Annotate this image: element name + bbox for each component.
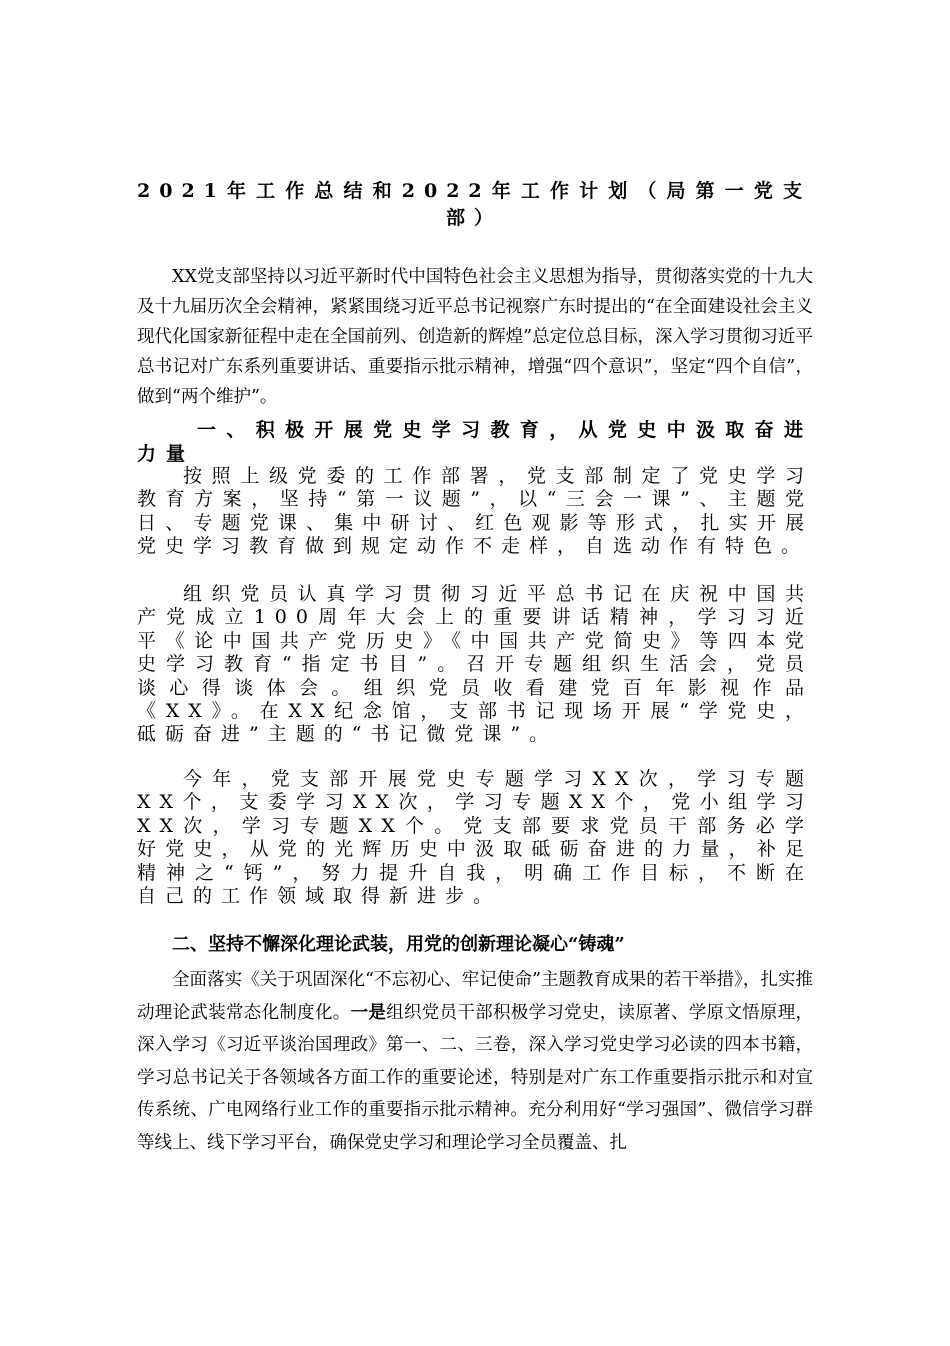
section-1-paragraph-3: 今年，党支部开展党史专题学习XX次，学习专题XX个，支委学习XX次，学习专题XX个，党小组学习XX次，学习专题XX个。党支部要求党员干部务必学好党史，从党的光辉历史中汲取砥砺奋进的力量，补足精神之“钙”，努力提升自我，明确工作目标，不断在自己的工作领域取得新进步。 bbox=[137, 768, 813, 908]
section-2-point-marker: 一是 bbox=[350, 1002, 387, 1023]
section-1-paragraph-1: 按照上级党委的工作部署，党支部制定了党史学习教育方案，坚持“第一议题”，以“三会一课”、主题党日、专题党课、集中研讨、红色观影等形式，扎实开展党史学习教育做到规定动作不走样，自选动作有特色。 bbox=[137, 465, 813, 558]
section-2-paragraph bbox=[137, 964, 813, 1159]
section-1-paragraph-2: 组织党员认真学习贯彻习近平总书记在庆祝中国共产党成立100周年大会上的重要讲话精神，学习习近平《论中国共产党历史》《中国共产党简史》等四本党史学习教育“指定书目”。召开专题组织生活会，党员谈心得谈体会。组织党员收看建党百年影视作品《XX》。在XX纪念馆，支部书记现场开展“学党史，砥砺奋进”主题的“书记微党课”。 bbox=[137, 583, 813, 746]
section-2-paragraph-start: 全面落实《关于巩固深化“不忘初心、牢记使命”主题教育成果的若干举措》，扎实推动理论武装常态化制度化。 bbox=[137, 970, 813, 1023]
document-title: 2021年工作总结和2022年工作计划（局第一党支部） bbox=[137, 180, 811, 229]
section-1-heading: 一、积极开展党史学习教育，从党史中汲取奋进力量 bbox=[137, 419, 813, 465]
section-2-paragraph-rest: 组织党员干部积极学习党史，读原著、学原文悟原理，深入学习《习近平谈治国理政》第一、二、三卷，深入学习党史学习必读的四本书籍，学习总书记关于各领域各方面工作的重要论述，特别是对广东工作重要指示批示和对宣传系统、广电网络行业工作的重要指示批示精神。充分利用好“学习强国”、微信学习群等线上、线下学习平台，确保党史学习和理论学习全员覆盖、扎 bbox=[137, 1002, 814, 1153]
section-2-heading: 二、坚持不懈深化理论武装，用党的创新理论凝心“铸魂” bbox=[172, 934, 625, 955]
intro-paragraph: XX党支部坚持以习近平新时代中国特色社会主义思想为指导，贯彻落实党的十九大及十九届历次全会精神，紧紧围绕习近平总书记视察广东时提出的“在全面建设社会主义现代化国家新征程中走在全国前列、创造新的辉煌”总定位总目标，深入学习贯彻习近平总书记对广东系列重要讲话、重要指示批示精神，增强“四个意识”，坚定“四个自信”，做到“两个维护”。 bbox=[137, 267, 813, 407]
